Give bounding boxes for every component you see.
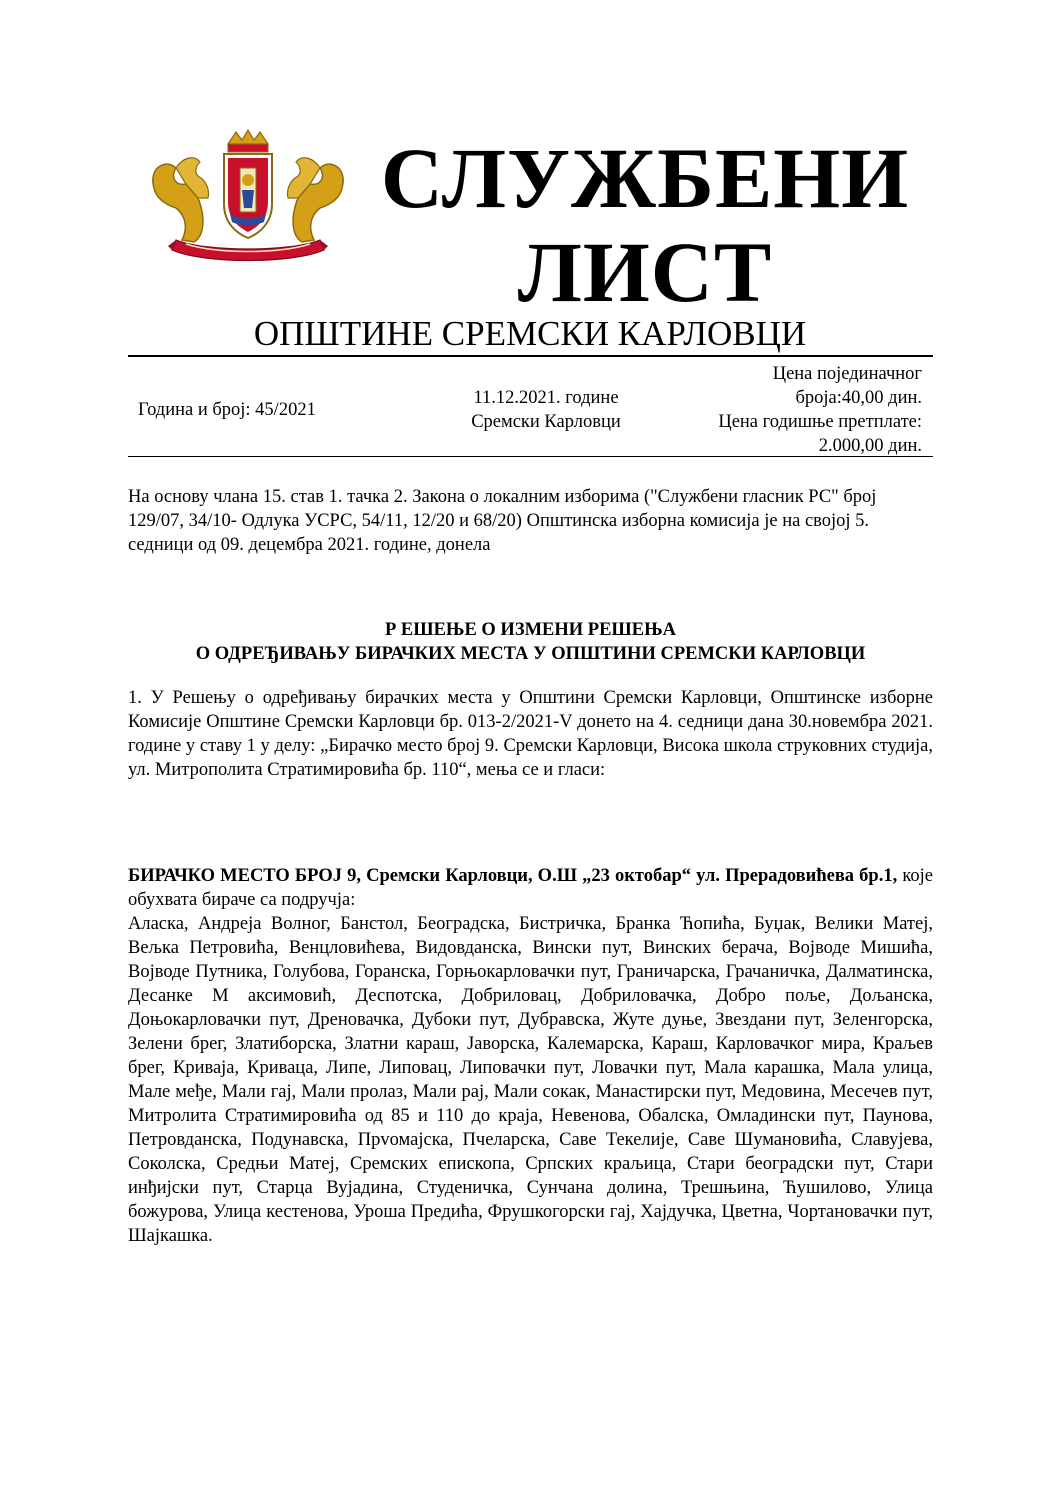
issue-place: Сремски Карловци <box>471 412 621 432</box>
intro-paragraph: На основу члана 15. став 1. тачка 2. Закона о локалним изборима ("Службени гласник РС" број 129/07, 34/10- Одлука УСРС, 54/11, 12/20 и 68/20) Општинска изборна комисија је на својој 5. седници од 09. децембра 2021. године, донела <box>128 487 877 555</box>
header-divider-bottom <box>128 456 933 457</box>
polling-place-suffix: које обухвата бираче са подручја: <box>128 866 934 910</box>
issue-date-place <box>430 386 662 434</box>
masthead-subtitle: ОПШТИНЕ СРЕМСКИ КАРЛОВЦИ <box>253 314 807 353</box>
price-annual-line2: 2.000,00 дин. <box>818 436 922 456</box>
decision-heading-line2: О ОДРЕЂИВАЊУ БИРАЧКИХ МЕСТА У ОПШТИНИ СРЕМСКИ КАРЛОВЦИ <box>195 644 866 664</box>
issue-date: 11.12.2021. године <box>473 388 619 408</box>
price-single-line2: броја:40,00 дин. <box>795 388 922 408</box>
polling-place-streets: Аласка, Андреја Волног, Банстол, Београдска, Бистричка, Бранка Ћопића, Буџак, Велики Матеј, Вељка Петровића, Венцловићева, Видовданска, Вински пут, Винских берача, Војводе Мишића, Војводе Путника, Голубова, Горанска, Горњокарловачки пут, Граничарска, Грачаничка, Далматинска, Десанке М аксимовић, Деспотска, Добриловац, Добриловачка, Добро поље, Дољанска, Доњокарловачки пут, Дреновачка, Дубоки пут, Дубравска, Жуте дуње, Звездани пут, Зеленгорска, Зелени брег, Златиборска, Златни караш, Јаворска, Калемарска, Караш, Карловачког мира, Краљев брег, Криваја, Криваца, Липе, Липовац, Липовачки пут, Ловачки пут, Мала карашка, Мала улица, Мале међе, Мали гај, Мали пролаз, Мали рај, Мали сокак, Манастирски пут, Медовина, Месечев пут, Митролита Стратимировића од 85 и 110 до краја, Невенова, Обалска, Омладински пут, Паунова, Петровданска, Подунавска, Прvомајска, Пчеларска, Саве Текелије, Саве Шумановића, Славујева, Соколска, Средњи Матеј, Сремских епископа, Српских краљица, Стари београдски пут, Стари инђијски пут, Старца Вујадина, Студеничка, Сунчана долина, Трешњина, Ћушилово, Улица божурова, Улица кестенова, Уроша Предића, Фрушкогорски гај, Хајдучка, Цветна, Чортановачки пут, Шајкашка. <box>128 914 933 1246</box>
issue-number: Година и број: 45/2021 <box>138 400 316 420</box>
decision-heading <box>128 618 933 666</box>
polling-place-title: БИРАЧКО МЕСТО БРОЈ 9, Сремски Карловци, О.Ш „23 октобар“ ул. Прерадовићева бр.1, <box>128 866 898 886</box>
header-divider-top <box>128 355 933 357</box>
amendment-paragraph: 1. У Решењу о одређивању бирачких места у Општини Сремски Карловци, Општинске изборне Комисије Општине Сремски Карловци бр. 013-2/2021-V донето на 4. седници дана 30.новембра 2021. године у ставу 1 у делу: „Бирачко место број 9. Сремски Карловци, Висока школа струковних студија, ул. Митрополита Стратимировића бр. 110“, мења се и гласи: <box>128 688 933 780</box>
polling-place-block <box>128 864 933 1248</box>
coat-of-arms-logo <box>146 128 350 266</box>
decision-heading-line1: Р ЕШЕЊЕ О ИЗМЕНИ РЕШЕЊА <box>385 620 676 640</box>
price-info <box>660 362 922 458</box>
price-annual-line1: Цена годишње претплате: <box>718 412 922 432</box>
masthead-title-line2: ЛИСТ <box>517 224 773 320</box>
price-single-line1: Цена појединачног <box>772 364 922 384</box>
masthead-title-line1: СЛУЖБЕНИ <box>380 130 910 226</box>
